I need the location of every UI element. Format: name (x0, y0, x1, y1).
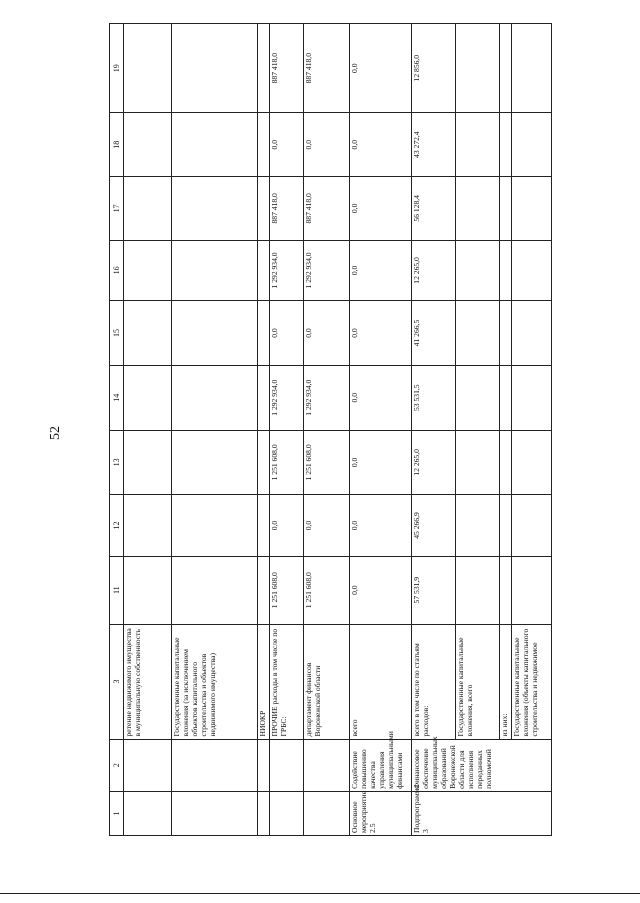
cell-value: 12 856,0 (412, 24, 456, 113)
cell-value (500, 113, 512, 177)
cell-value: 1 292 934,0 (304, 240, 350, 301)
cell-value (124, 177, 172, 241)
cell-value (512, 177, 552, 241)
cell-program: Основное мероприятие 2.5 (350, 791, 412, 835)
cell-name (258, 739, 270, 791)
cell-value (456, 556, 500, 624)
cell-value (512, 240, 552, 301)
cell-value: 0,0 (304, 301, 350, 366)
cell-value (500, 430, 512, 495)
cell-value: 0,0 (350, 430, 412, 495)
cell-value (500, 556, 512, 624)
cell-value (124, 113, 172, 177)
cell-name (124, 739, 172, 791)
cell-value (500, 301, 512, 366)
cell-program (304, 791, 350, 835)
col-header: 3 (110, 624, 124, 739)
cell-value (456, 301, 500, 366)
col-header: 19 (110, 24, 124, 113)
cell-value: 12 265,0 (412, 240, 456, 301)
cell-value: 1 251 608,0 (304, 430, 350, 495)
cell-value (124, 301, 172, 366)
col-header: 2 (110, 739, 124, 791)
cell-value (512, 24, 552, 113)
cell-expense-type: из них: (500, 624, 512, 739)
header-row (110, 24, 124, 836)
cell-value (124, 430, 172, 495)
cell-value: 0,0 (350, 24, 412, 113)
cell-value: 1 292 934,0 (304, 365, 350, 430)
cell-value (258, 556, 270, 624)
cell-value: 1 292 934,0 (270, 365, 304, 430)
cell-value (172, 430, 258, 495)
cell-value (124, 365, 172, 430)
cell-value (500, 24, 512, 113)
cell-value (500, 495, 512, 557)
col-header: 14 (110, 365, 124, 430)
table-viewport (109, 23, 539, 836)
table-row (270, 24, 304, 836)
cell-value (172, 495, 258, 557)
cell-value: 57 531,9 (412, 556, 456, 624)
cell-value (172, 556, 258, 624)
cell-expense-type: ретение недвижимого имущества в муниципальную собственность (124, 624, 172, 739)
cell-expense-type: Государственные капитальные вложения (за исключением объектов капитального строительства и объектов недвижимого имущества) (172, 624, 258, 739)
rotated-page (109, 23, 539, 836)
cell-value: 887 418,0 (270, 177, 304, 241)
cell-value (172, 177, 258, 241)
cell-expense-type: всего (350, 624, 412, 739)
table-row (124, 24, 172, 836)
cell-name (304, 739, 350, 791)
cell-value: 0,0 (304, 495, 350, 557)
cell-program (124, 791, 172, 835)
cell-value: 0,0 (350, 365, 412, 430)
cell-value (258, 113, 270, 177)
cell-value: 0,0 (350, 556, 412, 624)
cell-value: 0,0 (270, 301, 304, 366)
cell-value: 56 128,4 (412, 177, 456, 241)
cell-value (124, 24, 172, 113)
cell-value: 12 265,0 (412, 430, 456, 495)
col-header: 15 (110, 301, 124, 366)
cell-name (270, 739, 304, 791)
cell-value (512, 365, 552, 430)
cell-name (172, 739, 258, 791)
cell-value: 41 266,5 (412, 301, 456, 366)
cell-expense-type: ПРОЧИЕ расходы в том числе по ГРБС: (270, 624, 304, 739)
cell-value (258, 301, 270, 366)
cell-value: 0,0 (350, 240, 412, 301)
cell-program (172, 791, 258, 835)
cell-value (512, 113, 552, 177)
cell-value (172, 113, 258, 177)
cell-value (258, 240, 270, 301)
cell-value: 1 251 608,0 (270, 430, 304, 495)
cell-expense-type: департамент финансов Воронежской области (304, 624, 350, 739)
col-header: 11 (110, 556, 124, 624)
cell-value: 0,0 (350, 177, 412, 241)
cell-expense-type: Государственные капитальные вложения, всего (456, 624, 500, 739)
cell-value (124, 556, 172, 624)
table-row (350, 24, 412, 836)
cell-value: 887 418,0 (304, 24, 350, 113)
cell-value (456, 495, 500, 557)
cell-value (258, 177, 270, 241)
col-header: 18 (110, 113, 124, 177)
cell-value (456, 430, 500, 495)
cell-value (456, 240, 500, 301)
col-header: 13 (110, 430, 124, 495)
cell-name: Финансовое обеспечение муниципальных образований Воронежской области для исполнения переданных полномочий (412, 739, 552, 791)
cell-value: 1 292 934,0 (270, 240, 304, 301)
col-header: 16 (110, 240, 124, 301)
cell-value (172, 365, 258, 430)
cell-value (172, 240, 258, 301)
cell-value: 43 272,4 (412, 113, 456, 177)
cell-value (456, 113, 500, 177)
cell-program (270, 791, 304, 835)
cell-value (512, 495, 552, 557)
cell-value (172, 24, 258, 113)
cell-value (258, 24, 270, 113)
cell-value (456, 24, 500, 113)
col-header: 12 (110, 495, 124, 557)
table-row (172, 24, 258, 836)
table-row (512, 24, 552, 836)
cell-value (258, 365, 270, 430)
cell-value: 887 418,0 (304, 177, 350, 241)
cell-expense-type: всего в том числе по статьям расходов: (412, 624, 456, 739)
cell-value (456, 177, 500, 241)
cell-value (500, 240, 512, 301)
table-row (304, 24, 350, 836)
cell-value: 53 531,5 (412, 365, 456, 430)
cell-expense-type: Государственные капитальные вложения (объекты капитального строительства и недвижимое (512, 624, 552, 739)
cell-program (258, 791, 270, 835)
cell-value (258, 430, 270, 495)
cell-value: 887 418,0 (270, 24, 304, 113)
cell-value: 0,0 (270, 495, 304, 557)
cell-value: 0,0 (350, 113, 412, 177)
col-header: 17 (110, 177, 124, 241)
cell-value (500, 177, 512, 241)
bottom-rule (0, 893, 640, 894)
cell-name: Содействие повышению качества управления муниципальными финансами (350, 739, 412, 791)
cell-value (512, 301, 552, 366)
page-number: 52 (48, 426, 63, 440)
cell-value: 0,0 (304, 113, 350, 177)
budget-table (109, 23, 552, 836)
cell-value: 1 251 608,0 (304, 556, 350, 624)
cell-expense-type: НИОКР (258, 624, 270, 739)
cell-program: Подпрограмма 3 (412, 791, 552, 835)
cell-value (172, 301, 258, 366)
cell-value (124, 495, 172, 557)
cell-value (512, 556, 552, 624)
table-row (258, 24, 270, 836)
cell-value: 0,0 (350, 301, 412, 366)
table-row (500, 24, 512, 836)
cell-value: 0,0 (270, 113, 304, 177)
cell-value (456, 365, 500, 430)
cell-value (500, 365, 512, 430)
table-row (412, 24, 456, 836)
cell-value (258, 495, 270, 557)
cell-value: 45 266,9 (412, 495, 456, 557)
cell-value (124, 240, 172, 301)
table-row (456, 24, 500, 836)
cell-value (512, 430, 552, 495)
cell-value: 0,0 (350, 495, 412, 557)
col-header: 1 (110, 791, 124, 835)
cell-value: 1 251 608,0 (270, 556, 304, 624)
